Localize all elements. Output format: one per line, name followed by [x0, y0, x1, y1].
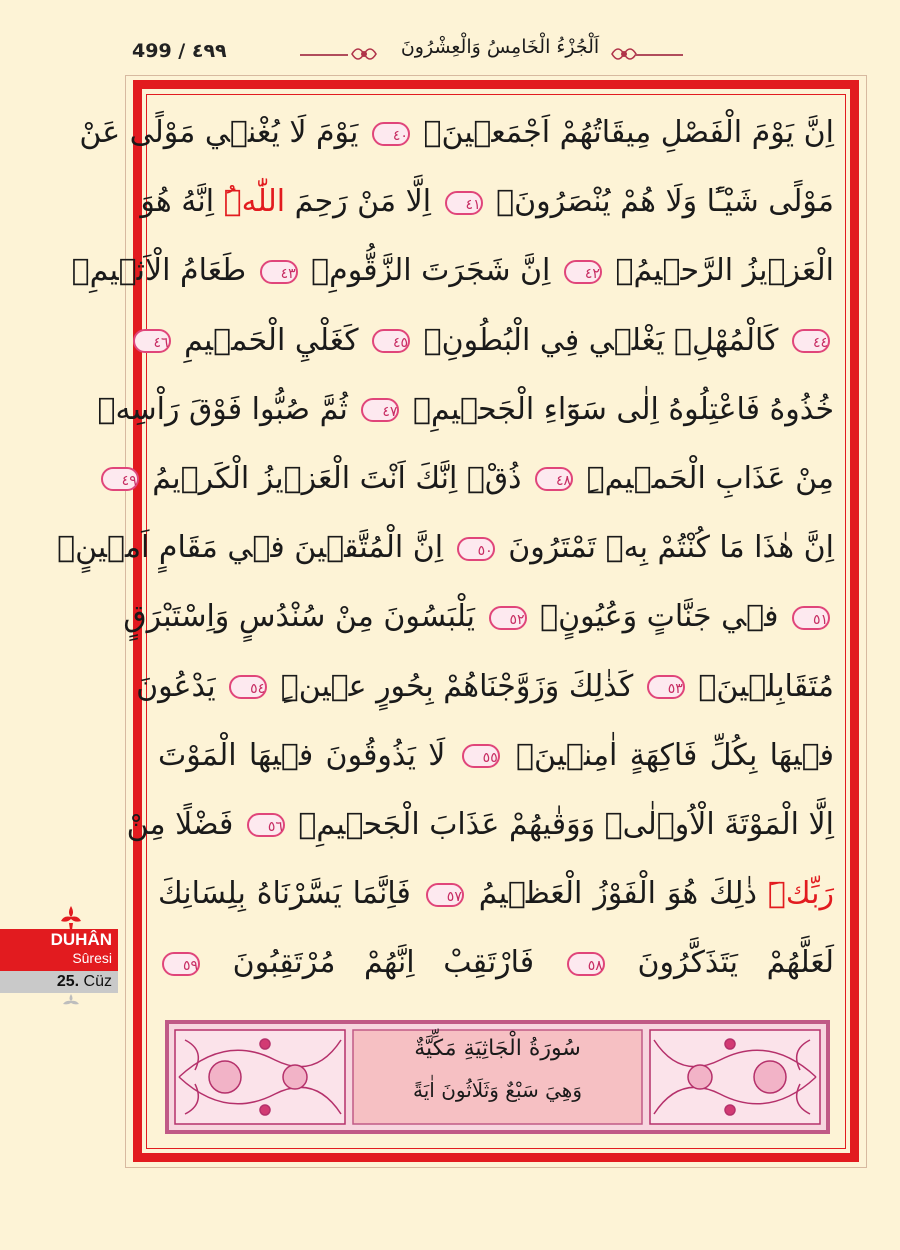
tab-cuz: [0, 973, 112, 991]
verse-text: ثُمَّ صُبُّوا فَوْقَ رَاْسِه۪: [97, 391, 348, 427]
verse-text: ف۪ي جَنَّاتٍ وَعُيُونٍۚ: [540, 599, 779, 635]
verse-text: اِلَّا الْمَوْتَةَ الْاُو۫لٰىۚ وَوَقٰيهُمْ عَذَابَ الْجَح۪يمِۙ: [298, 806, 834, 842]
text-line: [150, 721, 842, 790]
fleur-bottom-icon: [62, 993, 80, 1007]
text-line: [123, 582, 842, 651]
header-rule-left: [300, 54, 348, 56]
text-line: [150, 306, 842, 375]
tab-cuz-number: 25.: [56, 973, 80, 990]
verse-text: لَا يَذُوقُونَ ف۪يهَا الْمَوْتَ: [158, 737, 446, 773]
verse-text: اِنَّ شَجَرَتَ الزَّقُّومِۙ: [311, 253, 551, 289]
verse-number-marker: ٤٦: [133, 329, 171, 353]
verse-text: اِلَّا مَنْ رَحِمَ: [294, 184, 432, 220]
verse-text: مُتَقَابِل۪ينَۚ: [698, 668, 834, 704]
verse-text: اِنَّ الْمُتَّق۪ينَ ف۪ي مَقَامٍ اَم۪ينٍۙ: [57, 530, 444, 566]
verse-text: فَارْتَقِبْ اِنَّهُمْ مُرْتَقِبُونَ: [232, 945, 535, 981]
text-line: [136, 652, 842, 721]
verse-text: لَعَلَّهُمْ يَتَذَكَّرُونَ: [637, 945, 835, 981]
verse-number-marker: ٥٦: [247, 813, 285, 837]
verse-number-marker: ٤٠: [372, 122, 410, 146]
verse-text: كَذٰلِكَ وَزَوَّجْنَاهُمْ بِحُورٍ ع۪ينٍۜ: [280, 668, 634, 704]
verse-number-marker: ٥٥: [462, 744, 500, 768]
text-line: [97, 375, 842, 444]
divine-name-red: رَبِّكَۜ: [767, 876, 835, 912]
text-line: [121, 444, 842, 513]
verse-number-marker: ٥٢: [489, 606, 527, 630]
verse-number-marker: ٥٧: [426, 883, 464, 907]
verse-number-marker: ٤٨: [535, 467, 573, 491]
surah-verse-count: وَهِيَ سَبْعٌ وَثَلَاثُونَ اٰيَةً: [413, 1078, 582, 1102]
verse-number-marker: ٥١: [792, 606, 830, 630]
verse-number-marker: ٥٠: [457, 537, 495, 561]
verse-text: مَوْلًى شَيْـًٔا وَلَا هُمْ يُنْصَرُونَۙ: [496, 184, 834, 220]
page-number: 499 / ٤٩٩: [132, 40, 227, 62]
page-header: [0, 30, 900, 70]
header-rule-right: [635, 54, 683, 56]
verse-text: يَوْمَ لَا يُغْن۪ي مَوْلًى عَنْ: [79, 115, 359, 150]
tab-surah-label: Sûresi: [72, 950, 112, 966]
text-line: [126, 790, 842, 859]
verse-text: اِنَّ هٰذَا مَا كُنْتُمْ بِه۪ تَمْتَرُونَ: [508, 530, 834, 566]
verse-text: مِنْ عَذَابِ الْحَم۪يمِۜ: [586, 460, 834, 496]
header-ornament-left-icon: [350, 42, 378, 66]
tab-surah-name: DUHÂN: [50, 930, 112, 949]
fleur-top-icon: [60, 905, 82, 931]
text-line: [57, 513, 842, 582]
verse-text: كَالْمُهْلِۚ يَغْل۪ي فِي الْبُطُونِۙ: [423, 322, 779, 358]
verse-number-marker: ٤١: [445, 191, 483, 215]
verse-text: اِنَّ يَوْمَ الْفَصْلِ مِيقَاتُهُمْ اَجْمَع۪ينَۙ: [423, 115, 834, 150]
verse-number-marker: ٥٨: [567, 952, 605, 976]
verse-text: كَغَلْيِ الْحَم۪يمِ: [184, 322, 359, 358]
verse-text: ف۪يهَا بِكُلِّ فَاكِهَةٍ اٰمِن۪ينَۙ: [516, 737, 834, 773]
verse-number-marker: ٤٩: [101, 467, 139, 491]
verse-number-marker: ٤٤: [792, 329, 830, 353]
text-line: [150, 859, 842, 928]
verse-text: طَعَامُ الْاَث۪يمِۚ: [71, 253, 247, 289]
verse-number-marker: ٥٩: [162, 952, 200, 976]
header-ornament-right-icon: [610, 42, 638, 66]
verse-number-marker: ٤٣: [260, 260, 298, 284]
text-line: [150, 928, 842, 997]
verse-text: ذٰلِكَ هُوَ الْفَوْزُ الْعَظ۪يمُ: [478, 876, 757, 912]
surah-header-box: [165, 1020, 830, 1134]
verse-text: يَدْعُونَ: [136, 668, 216, 704]
verse-number-marker: ٤٧: [361, 398, 399, 422]
verse-text: الْعَز۪يزُ الرَّح۪يمُ۟: [615, 253, 834, 289]
verse-number-marker: ٤٢: [564, 260, 602, 284]
verse-text: يَلْبَسُونَ مِنْ سُنْدُسٍ وَاِسْتَبْرَقٍ: [123, 599, 475, 635]
text-line: [79, 98, 842, 167]
verse-text: فَاِنَّمَا يَسَّرْنَاهُ بِلِسَانِكَ: [158, 876, 411, 912]
surah-name: سُورَةُ الْجَاثِيَةِ مَكِّيَّةٌ: [414, 1036, 581, 1061]
verse-text: اِنَّهُ هُوَ: [140, 184, 215, 220]
verse-number-marker: ٥٣: [647, 675, 685, 699]
text-line: [140, 167, 842, 236]
verse-text: ذُقْۚ اِنَّكَ اَنْتَ الْعَز۪يزُ الْكَر۪يمُ: [152, 460, 522, 496]
verse-text: فَضْلًا مِنْ: [126, 806, 234, 842]
verse-text: خُذُوهُ فَاعْتِلُوهُ اِلٰى سَوَٓاءِ الْجَح۪يمِۗ: [412, 391, 834, 427]
verse-number-marker: ٥٤: [229, 675, 267, 699]
juz-title: اَلْجُزْءُ الْخَامِسُ وَالْعِشْرُونَ: [400, 36, 600, 58]
text-line: [71, 236, 842, 305]
side-tab: [0, 905, 122, 995]
verse-number-marker: ٤٥: [372, 329, 410, 353]
divine-name-red: اللّٰهُۜ: [223, 184, 286, 220]
tab-cuz-label: Cüz: [83, 973, 112, 990]
